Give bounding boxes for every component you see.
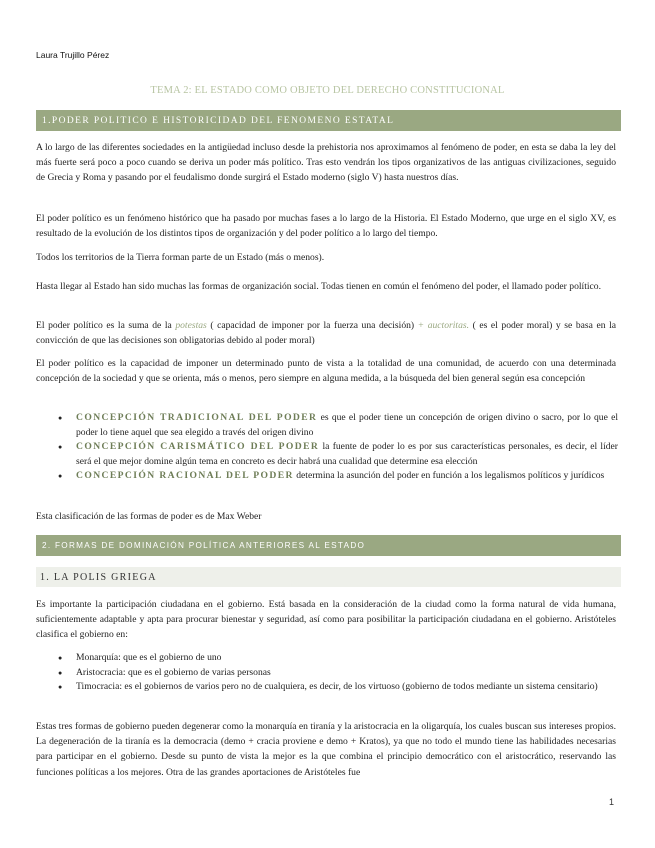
paragraph-6: El poder político es la capacidad de imponer un determinado punto de vista a la totalidad de una comunidad, de acuerdo con una determinada concepción de la sociedad y que se orienta, más o menos, pero siempre en alguna medida, a la búsqueda del bien general según esa concepción xyxy=(36,358,616,385)
potestas-term: potestas xyxy=(175,320,207,331)
subsection-polis-text: 1. LA POLIS GRIEGA xyxy=(40,571,157,583)
concepciones-list xyxy=(58,411,618,484)
p5-part-c: ( es el poder moral) y se basa en la convicción de que las decisiones son obligatorias debido al poder moral) xyxy=(36,320,616,347)
section-1-heading-text: 1.PODER POLITICO E HISTORICIDAD DEL FENOMENO ESTATAL xyxy=(42,115,395,126)
paragraph-2: El poder político es un fenómeno histórico que ha pasado por muchas fases a lo largo de la Historia. El Estado Moderno, que urge en el siglo XV, es resultado de la evolución de los distintos tipos de organización y del poder político a lo largo del tiempo. xyxy=(36,213,616,240)
paragraph-1: A lo largo de las diferentes sociedades en la antigüedad incluso desde la prehistoria nos aproximamos al fenómeno de poder, en esta se daba la ley del más fuerte será poco a poco cuando se deriva un poder más político. Tras esto vendrán los tipos organizativos de las antiguas civilizaciones, seguido de Grecia y Roma y pasando por el feudalismo donde surgirá el Estado moderno (siglo V) hasta nuestros días. xyxy=(36,142,616,184)
degeneracion-paragraph: Estas tres formas de gobierno pueden degenerar como la monarquía en tiranía y la aristocracia en la oligarquía, los cuales buscan sus intereses propios. La degeneración de la tiranía es la democracia (demo + cracia proviene e demo + Kratos), ya que no todo el mundo tiene las habilidades necesarias para participar en el gobierno. Desde su punto de vista la mejor es la que combina el principio democrático con el aristocrático, reservando las funciones políticas a los mejores. Otra de las grandes aportaciones de Aristóteles fue xyxy=(36,721,616,778)
p5-part-a: El poder político es la suma de la xyxy=(36,320,176,331)
concepcion-term: CONCEPCIÓN TRADICIONAL DEL PODER xyxy=(76,412,318,423)
forma-gobierno-item: ● Aristocracia: que es el gobierno de varias personas xyxy=(58,666,618,681)
concepcion-text: determina la asunción del poder en función a los legalismos políticos y jurídicos xyxy=(293,470,605,482)
concepcion-item xyxy=(58,440,618,469)
paragraph-3: Todos los territorios de la Tierra forman parte de un Estado (más o menos). xyxy=(36,252,325,263)
forma-gobierno-item: ● Monarquía: que es el gobierno de uno xyxy=(58,651,618,666)
p5-part-b: ( capacidad de imponer por la fuerza una decisión) xyxy=(206,320,418,331)
subsection-polis-heading xyxy=(36,567,621,587)
concepcion-text: es que el poder tiene un concepción de origen divino o sacro, por lo que el poder lo tiene aquel que sea elegido a través del origen divino xyxy=(76,412,618,438)
concepcion-text: la fuente de poder lo es por sus características personales, es decir, el líder será el que mejor domine algún tema en concreto es decir habrá una cualidad que determine esa elección xyxy=(76,441,618,467)
paragraph-5 xyxy=(36,318,616,348)
concepcion-term: CONCEPCIÓN CARISMÁTICO DEL PODER xyxy=(76,441,320,453)
concepcion-item xyxy=(58,411,618,440)
paragraph-4: Hasta llegar al Estado han sido muchas las formas de organización social. Todas tienen en común el fenómeno del poder, el llamado poder político. xyxy=(36,281,601,292)
auctoritas-term: + auctoritas. xyxy=(417,320,470,331)
author-name: Laura Trujillo Pérez xyxy=(36,50,110,60)
section-2-heading-text: 2. FORMAS DE DOMINACIÓN POLÍTICA ANTERIORES AL ESTADO xyxy=(42,541,366,550)
concepcion-term: CONCEPCIÓN RACIONAL DEL PODER xyxy=(76,470,294,482)
section-1-heading xyxy=(36,110,621,131)
paragraph-7: Esta clasificación de las formas de poder es de Max Weber xyxy=(36,511,262,522)
document-title: TEMA 2: EL ESTADO COMO OBJETO DEL DERECHO CONSTITUCIONAL xyxy=(150,85,505,96)
page-number: 1 xyxy=(609,797,615,807)
concepcion-item xyxy=(58,469,618,484)
section-2-heading xyxy=(36,535,621,556)
polis-paragraph: Es importante la participación ciudadana en el gobierno. Está basada en la consideración de la ciudad como la forma natural de vida humana, suficientemente adaptable y apta para procurar bienestar y seguridad, así como para posibilitar la participación ciudadana en el gobierno. Aristóteles clasifica el gobierno en: xyxy=(36,599,616,641)
forma-gobierno-item: ● Timocracia: es el gobiernos de varios pero no de cualquiera, es decir, de los virtuoso (gobierno de todos mediante un sistema censitario) xyxy=(58,680,618,695)
formas-gobierno-list xyxy=(58,651,618,695)
